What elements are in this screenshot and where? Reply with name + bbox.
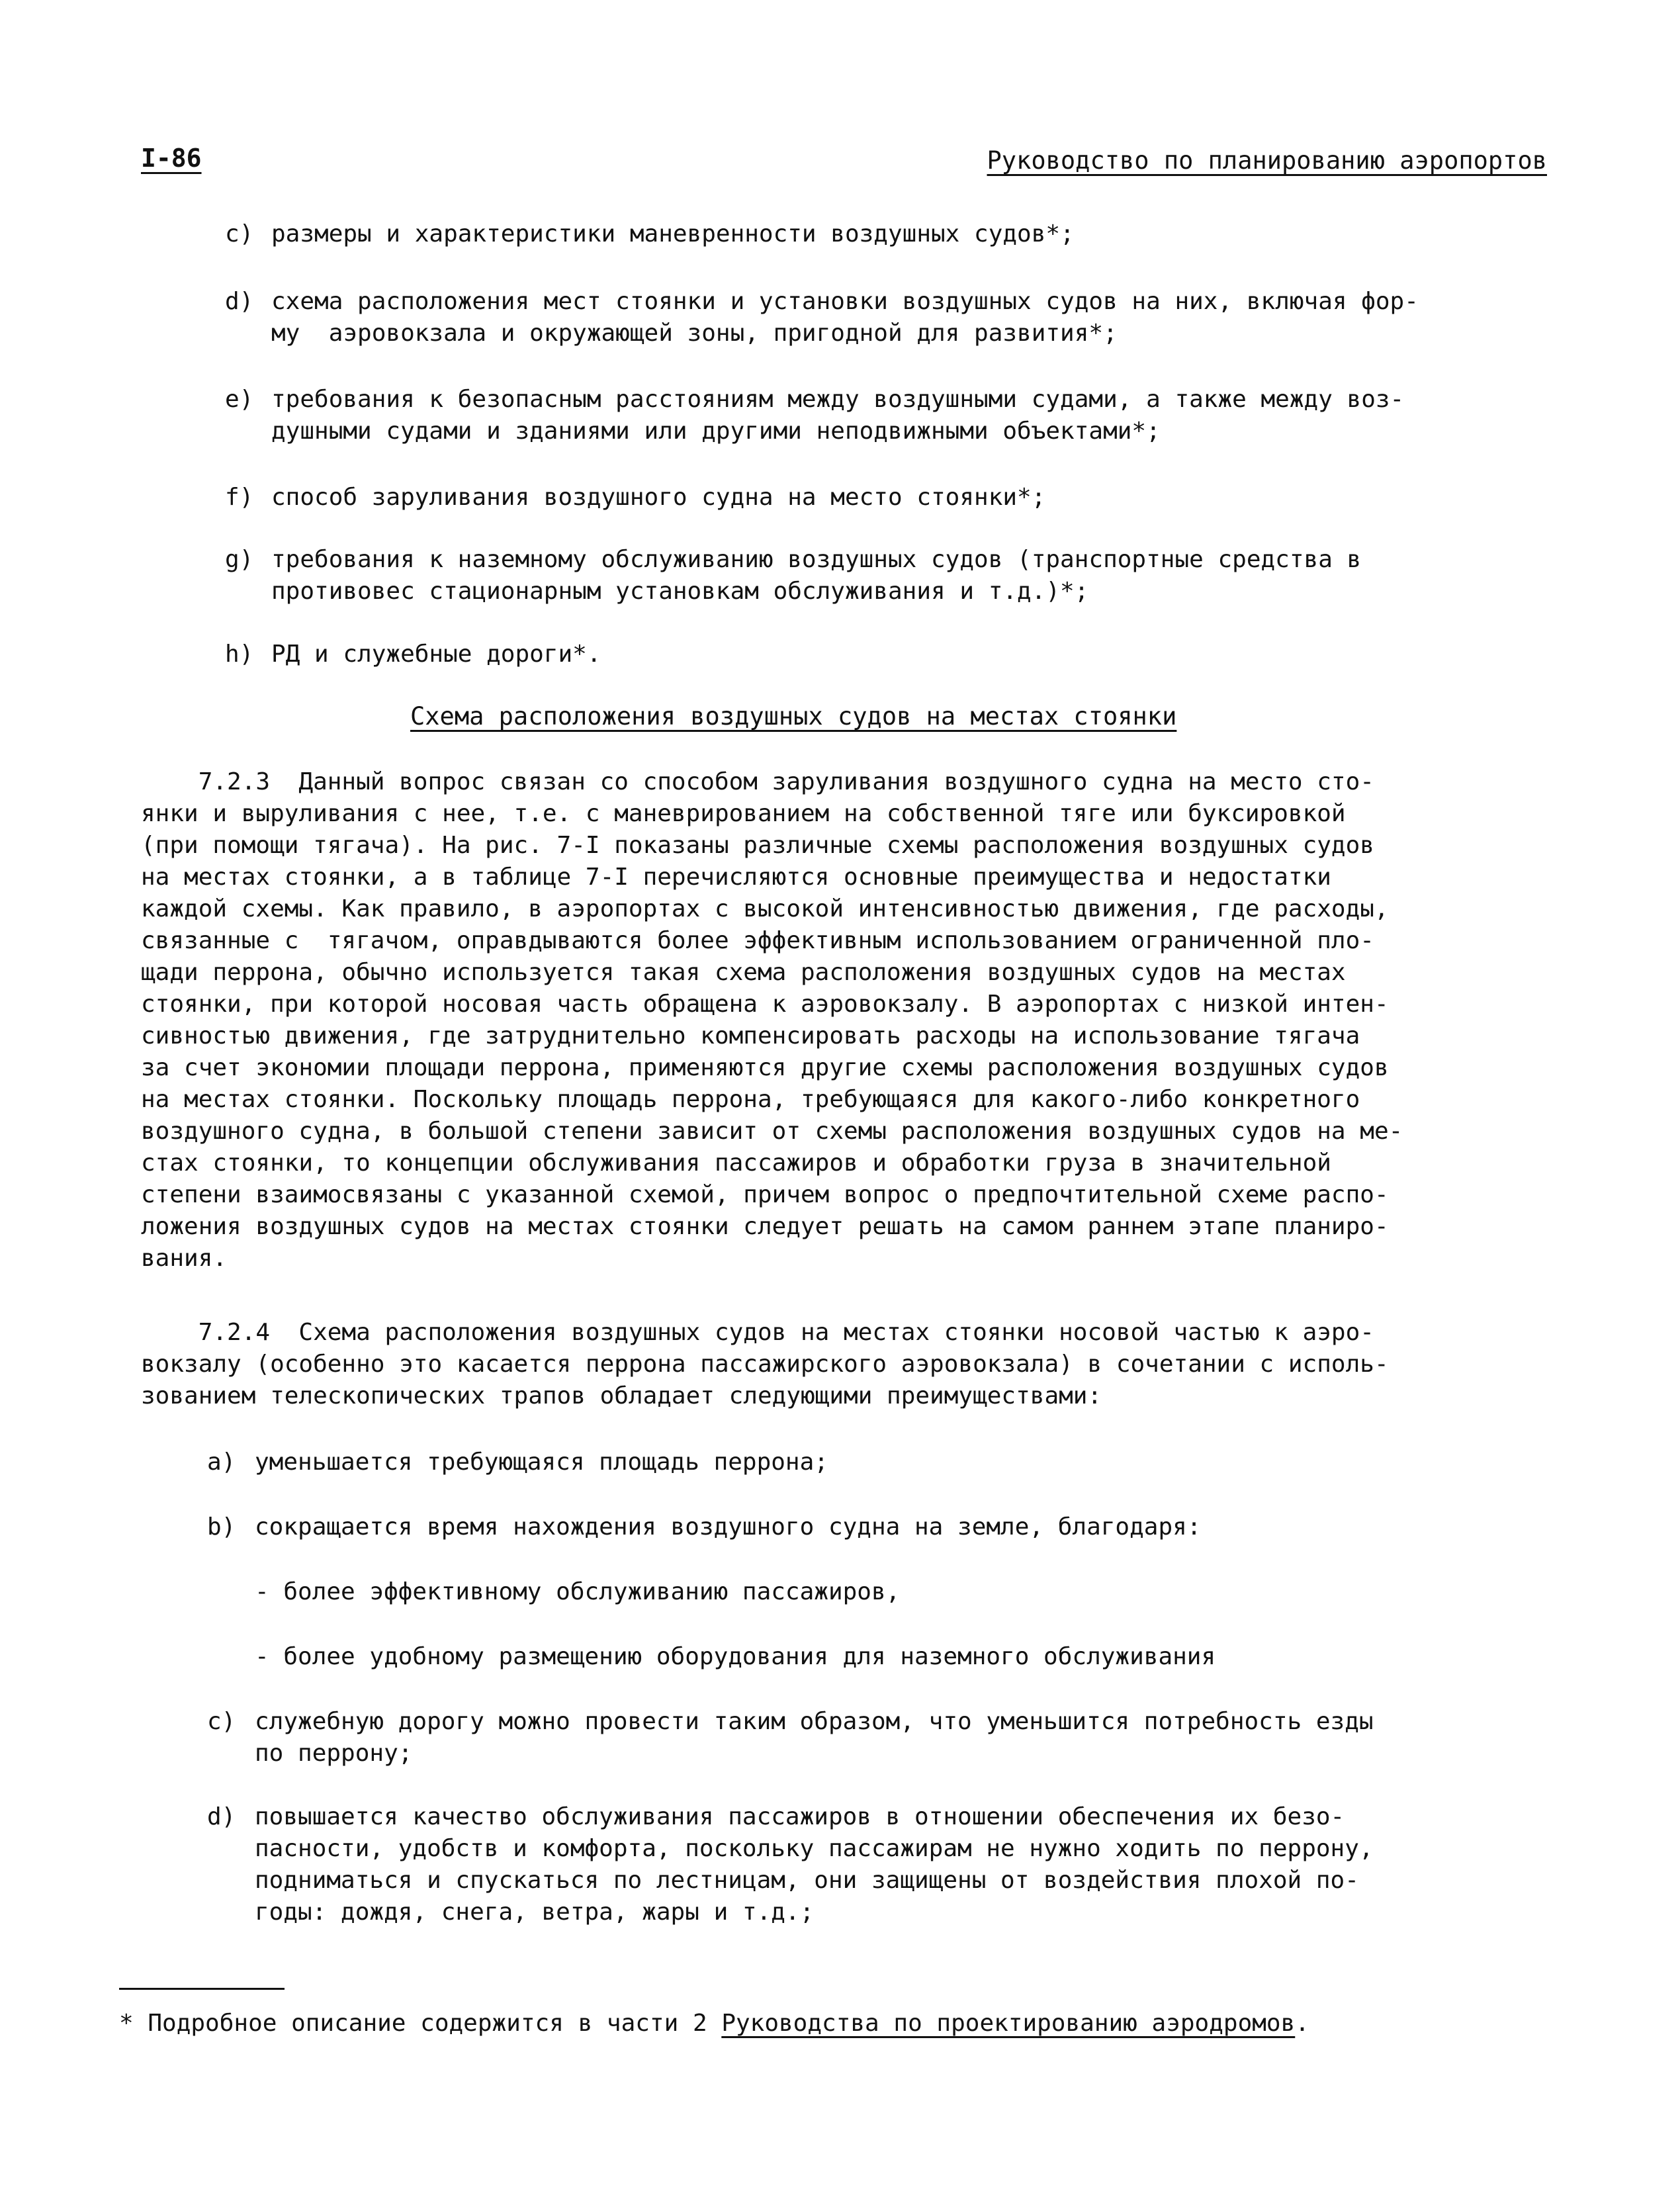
list-marker: c) (225, 220, 254, 247)
list-item-text: уменьшается требующаяся площадь перрона; (255, 1449, 828, 1476)
list-item-text: сокращается время нахождения воздушного судна на земле, благодаря: (255, 1513, 1202, 1541)
footnote-prefix: * Подробное описание содержится в части 2 (119, 2010, 722, 2037)
paragraph-line: на местах стоянки, а в таблице 7-I перечисляются основные преимущества и недостатки (141, 864, 1331, 891)
footnote-separator (119, 1988, 285, 1990)
section-heading: Схема расположения воздушных судов на местах стоянки (410, 702, 1177, 731)
list-item-text: душными судами и зданиями или другими неподвижными объектами*; (271, 418, 1161, 445)
list-item-text: РД и служебные дороги*. (271, 641, 601, 668)
page-number: I-86 (141, 144, 202, 173)
sublist-item: - более эффективному обслуживанию пассажиров, (255, 1578, 901, 1605)
list-item-text: требования к безопасным расстояниям между воздушными судами, а также между воз- (271, 386, 1405, 413)
list-marker: d) (207, 1803, 236, 1830)
list-marker: g) (225, 546, 254, 573)
list-marker: f) (225, 484, 254, 511)
list-item-text: му аэровокзала и окружающей зоны, пригодной для развития*; (271, 320, 1118, 347)
list-marker: e) (225, 386, 254, 413)
list-item-text: размеры и характеристики маневренности воздушных судов*; (271, 220, 1075, 247)
paragraph-line: 7.2.4 Схема расположения воздушных судов на местах стоянки носовой частью к аэро- (141, 1319, 1374, 1346)
list-item-text: схема расположения мест стоянки и установки воздушных судов на них, включая фор- (271, 288, 1419, 315)
paragraph-line: за счет экономии площади перрона, применяются другие схемы расположения воздушных судов (141, 1054, 1389, 1081)
paragraph-line: щади перрона, обычно используется такая схема расположения воздушных судов на местах (141, 959, 1346, 986)
paragraph-line: вания. (141, 1245, 228, 1272)
paragraph-line: воздушного судна, в большой степени зависит от схемы расположения воздушных судов на ме- (141, 1118, 1403, 1145)
footnote-suffix: . (1295, 2010, 1309, 2037)
paragraph-line: зованием телескопических трапов обладает следующими преимуществами: (141, 1382, 1102, 1409)
list-item-text: по перрону; (255, 1740, 413, 1767)
list-item-text: противовес стационарным установкам обслуживания и т.д.)*; (271, 578, 1089, 605)
sublist-item: - более удобному размещению оборудования для наземного обслуживания (255, 1643, 1216, 1670)
list-marker: d) (225, 288, 254, 315)
footnote-reference-title: Руководства по проектированию аэродромов (721, 2010, 1296, 2037)
list-item-text: служебную дорогу можно провести таким образом, что уменьшится потребность езды (255, 1708, 1374, 1735)
paragraph-line: степени взаимосвязаны с указанной схемой, причем вопрос о предпочтительной схеме распо- (141, 1181, 1389, 1208)
footnote (119, 2008, 1309, 2039)
list-item-text: подниматься и спускаться по лестницам, они защищены от воздействия плохой по- (255, 1867, 1359, 1894)
list-item-text: способ заруливания воздушного судна на место стоянки*; (271, 484, 1046, 511)
list-marker: h) (225, 641, 254, 668)
paragraph-line: вокзалу (особенно это касается перрона пассажирского аэровокзала) в сочетании с исполь- (141, 1351, 1389, 1378)
list-item-text: повышается качество обслуживания пассажиров в отношении обеспечения их безо- (255, 1803, 1345, 1830)
paragraph-line: 7.2.3 Данный вопрос связан со способом заруливания воздушного судна на место сто- (141, 768, 1374, 795)
list-marker: c) (207, 1708, 236, 1735)
paragraph-line: (при помощи тягача). На рис. 7-I показаны различные схемы расположения воздушных судов (141, 832, 1374, 859)
paragraph-line: стах стоянки, то концепции обслуживания пассажиров и обработки груза в значительной (141, 1149, 1331, 1177)
list-marker: b) (207, 1513, 236, 1541)
paragraph-line: каждой схемы. Как правило, в аэропортах с высокой интенсивностью движения, где расходы, (141, 895, 1389, 922)
paragraph-line: на местах стоянки. Поскольку площадь перрона, требующаяся для какого-либо конкретного (141, 1086, 1360, 1113)
paragraph-line: ложения воздушных судов на местах стоянки следует решать на самом раннем этапе планиро- (141, 1213, 1389, 1240)
list-item-text: требования к наземному обслуживанию воздушных судов (транспортные средства в (271, 546, 1362, 573)
list-marker: a) (207, 1449, 236, 1476)
paragraph-line: янки и выруливания с нее, т.е. с маневрированием на собственной тяге или буксировкой (141, 800, 1346, 827)
running-title: Руководство по планированию аэропортов (987, 146, 1547, 175)
paragraph-line: связанные с тягачом, оправдываются более эффективным использованием ограниченной пло- (141, 927, 1374, 954)
list-item-text: годы: дождя, снега, ветра, жары и т.д.; (255, 1899, 815, 1926)
paragraph-line: стоянки, при которой носовая часть обращена к аэровокзалу. В аэропортах с низкой интен- (141, 991, 1389, 1018)
paragraph-line: сивностью движения, где затруднительно компенсировать расходы на использование тягача (141, 1022, 1360, 1050)
list-item-text: пасности, удобств и комфорта, поскольку пассажирам не нужно ходить по перрону, (255, 1835, 1374, 1862)
